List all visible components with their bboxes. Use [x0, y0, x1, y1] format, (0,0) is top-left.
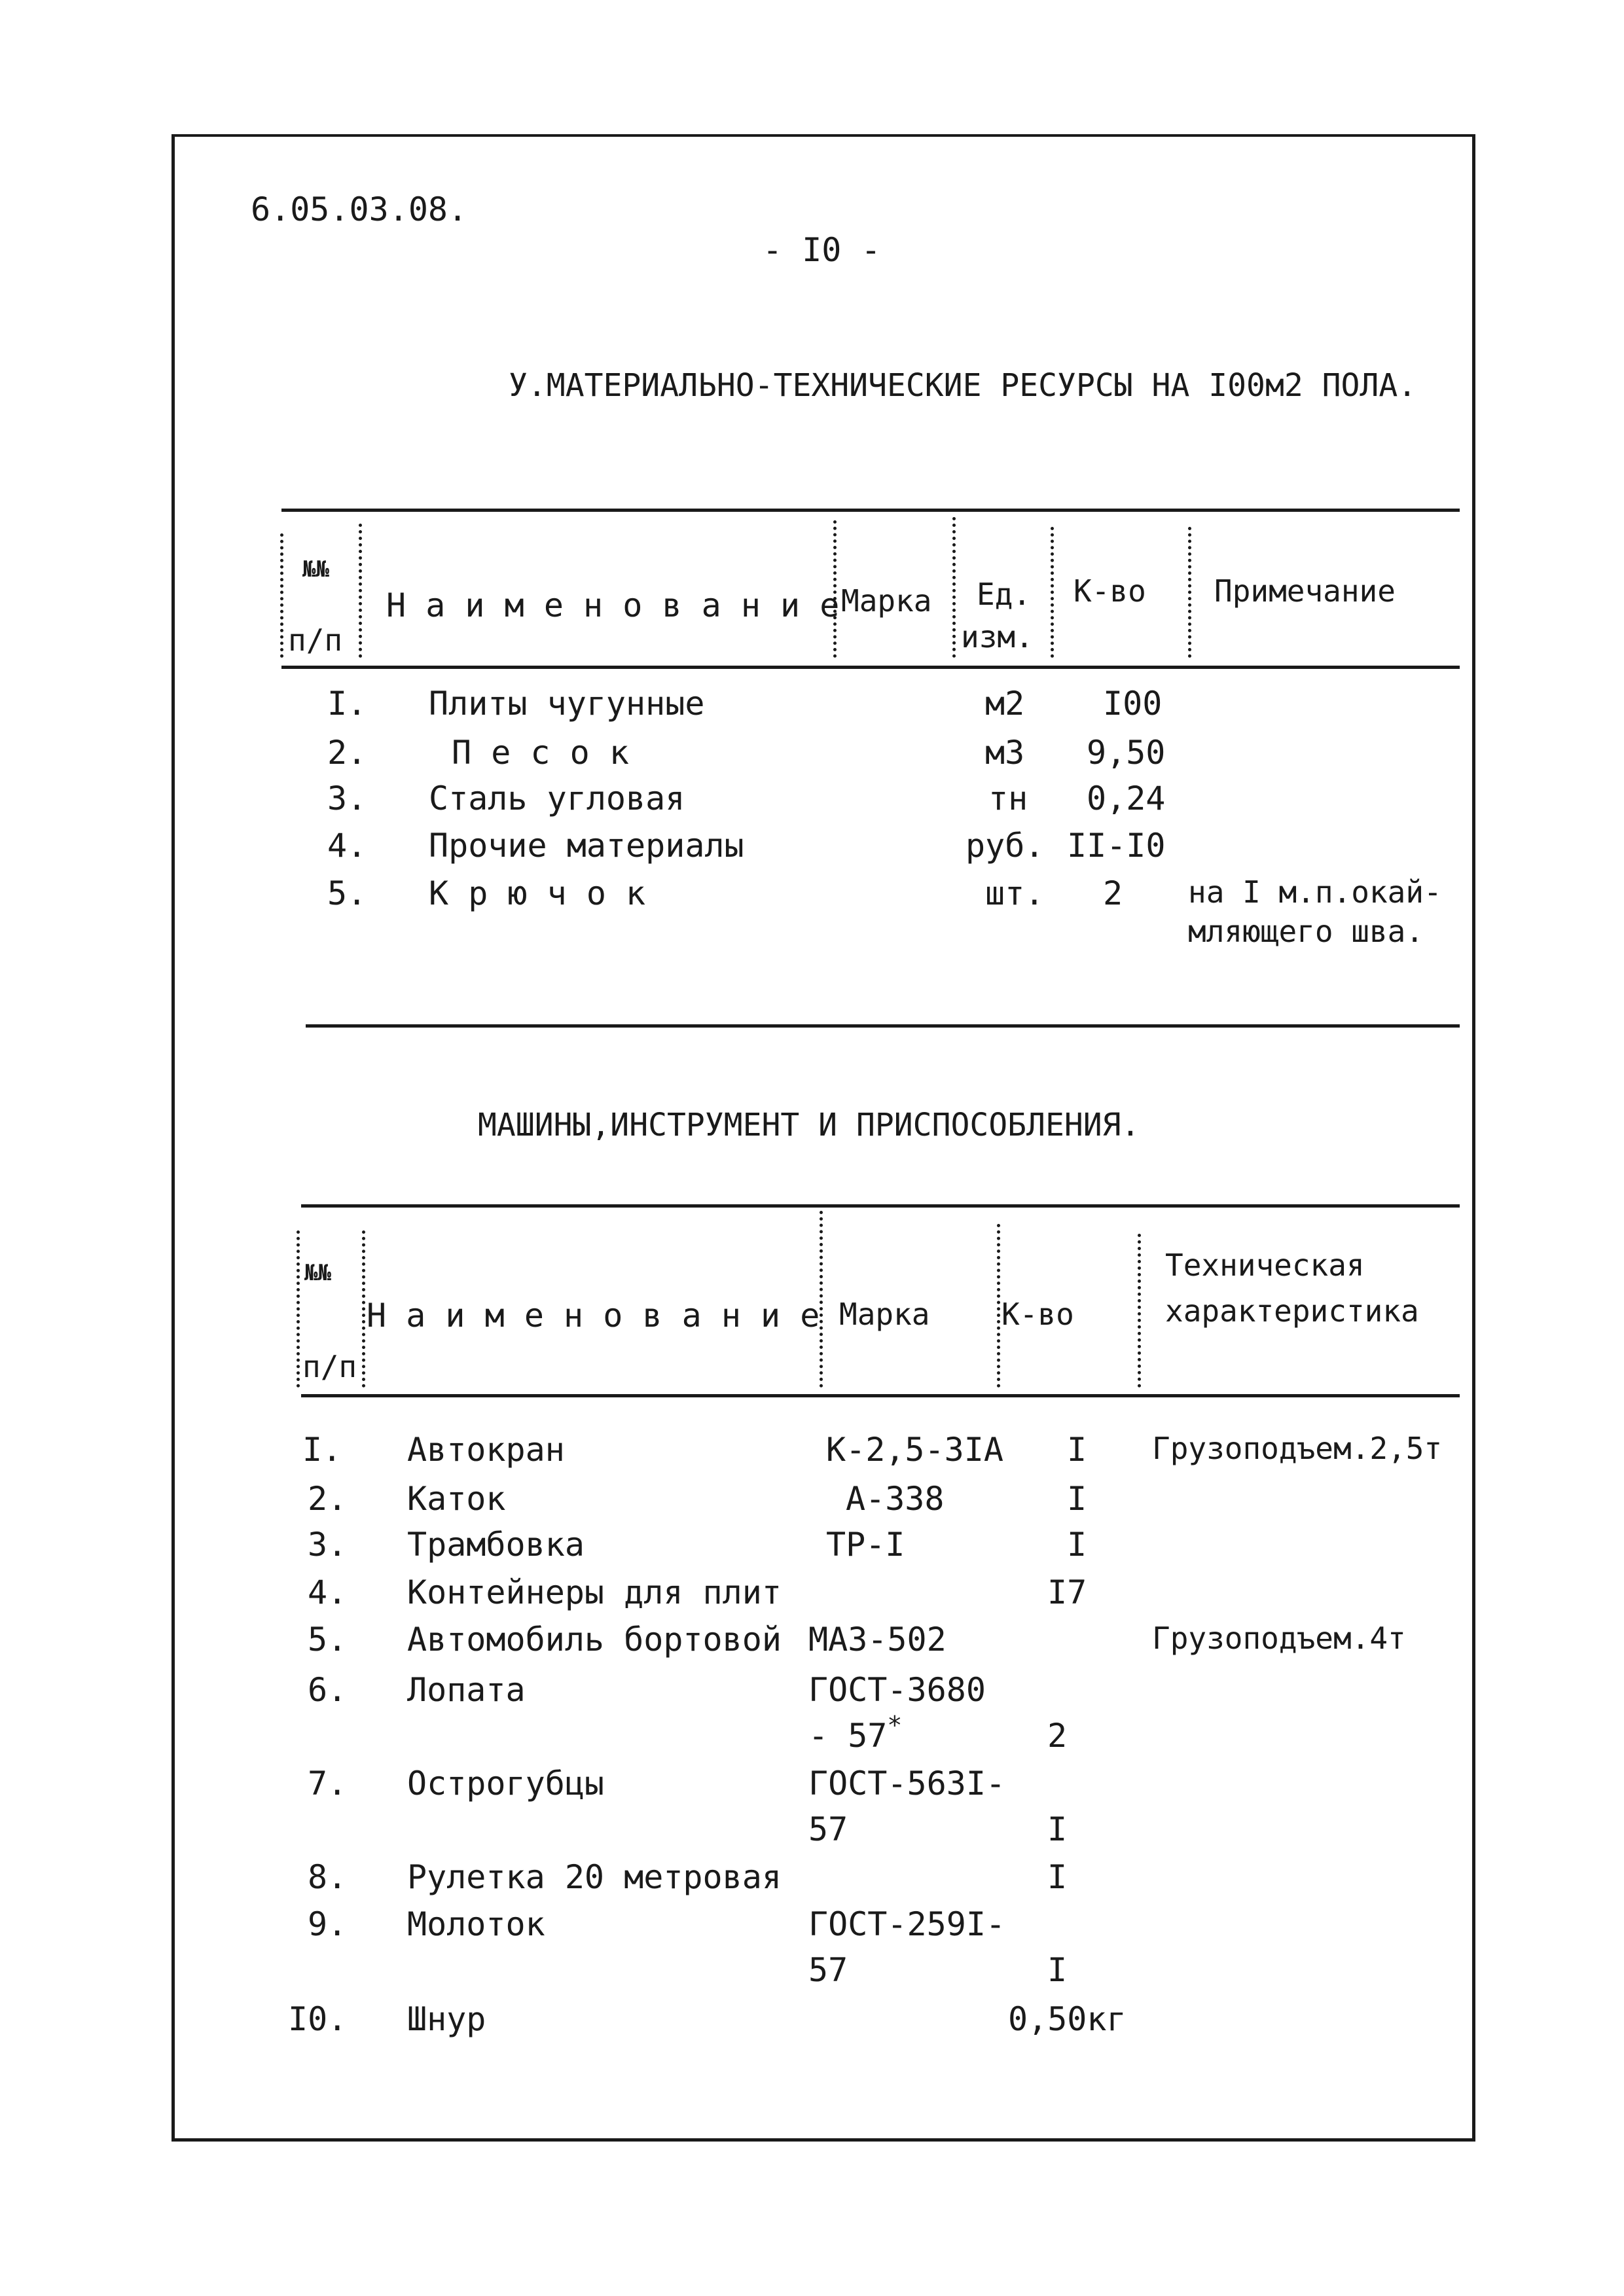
table-header-rule [301, 1394, 1460, 1397]
row-qty: 0,24 [1087, 780, 1166, 817]
header-note: Примечание [1214, 573, 1396, 609]
row-num: 5. [327, 874, 367, 912]
column-divider [1051, 527, 1054, 658]
header-num-bottom: п/п [302, 1349, 357, 1384]
row-name: Трамбовка [407, 1526, 585, 1564]
column-divider [280, 533, 283, 658]
row-num: 4. [327, 827, 367, 865]
table-header-rule [281, 666, 1460, 669]
header-unit-top: Ед. [977, 577, 1032, 612]
row-num: 3. [327, 780, 367, 817]
header-tech-bottom: характеристика [1165, 1293, 1419, 1329]
row-mark-asterisk: * [887, 1711, 903, 1740]
row-unit: м2 [985, 685, 1025, 723]
row-num: I0. [288, 2000, 348, 2038]
row-name: Сталь угловая [429, 780, 685, 817]
row-qty: I [1067, 1480, 1087, 1518]
row-mark: А-338 [846, 1480, 945, 1518]
row-num: 4. [308, 1573, 348, 1611]
column-divider [997, 1224, 1000, 1388]
row-qty: I [1047, 1810, 1068, 1848]
row-num: 9. [308, 1905, 348, 1943]
header-tech-top: Техническая [1165, 1247, 1365, 1283]
header-num-bottom: п/п [288, 622, 343, 658]
row-mark: К-2,5-3IА [826, 1431, 1003, 1469]
row-note: на I м.п.окай- [1188, 874, 1442, 910]
row-name: Контейнеры для плит [407, 1573, 782, 1611]
row-num: 2. [327, 734, 367, 772]
row-qty: 9,50 [1087, 734, 1166, 772]
row-name: Рулетка 20 метровая [407, 1858, 782, 1896]
row-name: П е с о к [452, 734, 629, 772]
row-num: 3. [308, 1526, 348, 1564]
row-name: Острогубцы [407, 1765, 605, 1803]
row-name: Прочие материалы [429, 827, 744, 865]
row-qty: I00 [1103, 685, 1163, 723]
row-qty: II-I0 [1067, 827, 1166, 865]
row-unit: руб. [965, 827, 1045, 865]
row-mark-continued: 57 [808, 1810, 848, 1848]
row-mark: ГОСТ-259I- [808, 1905, 1006, 1943]
row-name: К р ю ч о к [429, 874, 646, 912]
column-divider [1138, 1234, 1141, 1388]
column-divider [362, 1230, 365, 1388]
header-mark: Марка [841, 583, 932, 619]
row-mark-continued [808, 1711, 903, 1755]
row-qty: I [1047, 1858, 1068, 1896]
row-qty: I [1067, 1431, 1087, 1469]
row-tech: Грузоподъем.2,5т [1152, 1431, 1443, 1466]
row-name: Молоток [407, 1905, 545, 1943]
row-num: I. [327, 685, 367, 723]
header-unit-bottom: изм. [961, 619, 1034, 655]
row-qty: 2 [1103, 874, 1123, 912]
column-divider [820, 1211, 823, 1388]
row-num: 7. [308, 1765, 348, 1803]
row-mark: ГОСТ-563I- [808, 1765, 1006, 1803]
row-name: Каток [407, 1480, 506, 1518]
row-tech: Грузоподъем.4т [1152, 1621, 1406, 1656]
header-name: Н а и м е н о в а н и е [367, 1297, 820, 1335]
row-name: Автокран [407, 1431, 565, 1469]
row-qty: I [1067, 1526, 1087, 1564]
row-num: 8. [308, 1858, 348, 1896]
section5-title: У.МАТЕРИАЛЬНО-ТЕХНИЧЕСКИЕ РЕСУРСЫ НА I00м2 ПОЛА. [509, 367, 1417, 404]
header-mark: Марка [839, 1297, 930, 1332]
header-qty: К-во [1001, 1297, 1074, 1332]
row-mark-continued: 57 [808, 1951, 848, 1989]
row-qty: 0,50кг [1008, 2000, 1127, 2038]
header-num-top: №№ [304, 1260, 331, 1286]
table-top-rule [301, 1204, 1460, 1208]
row-unit: тн [988, 780, 1028, 817]
row-num: 6. [308, 1671, 348, 1709]
row-name: Шнур [407, 2000, 486, 2038]
column-divider [297, 1230, 300, 1388]
table-bottom-rule [306, 1024, 1460, 1028]
row-mark: ТР-I [826, 1526, 905, 1564]
row-mark: МАЗ-502 [808, 1621, 947, 1659]
table-top-rule [281, 509, 1460, 512]
header-num-top: №№ [302, 556, 329, 583]
column-divider [359, 524, 362, 658]
column-divider [952, 517, 956, 658]
header-name: Н а и м е н о в а н и е [386, 586, 840, 624]
row-qty: 2 [1047, 1717, 1068, 1755]
row-qty: I7 [1047, 1573, 1087, 1611]
row-mark: ГОСТ-3680 [808, 1671, 986, 1709]
row-note-continued: мляющего шва. [1188, 914, 1424, 949]
document-code: 6.05.03.08. [251, 190, 468, 228]
row-unit: шт. [985, 874, 1045, 912]
column-divider [1188, 527, 1191, 658]
row-num: I. [302, 1431, 342, 1469]
header-qty: К-во [1074, 573, 1146, 609]
row-mark-line2: - 57 [808, 1717, 888, 1755]
row-name: Автомобиль бортовой [407, 1621, 782, 1659]
page-number: - I0 - [763, 231, 881, 269]
row-name: Плиты чугунные [429, 685, 705, 723]
section6-title: МАШИНЫ,ИНСТРУМЕНТ И ПРИСПОСОБЛЕНИЯ. [478, 1107, 1140, 1143]
row-qty: I [1047, 1951, 1068, 1989]
row-num: 5. [308, 1621, 348, 1659]
row-unit: м3 [985, 734, 1025, 772]
row-name: Лопата [407, 1671, 526, 1709]
row-num: 2. [308, 1480, 348, 1518]
